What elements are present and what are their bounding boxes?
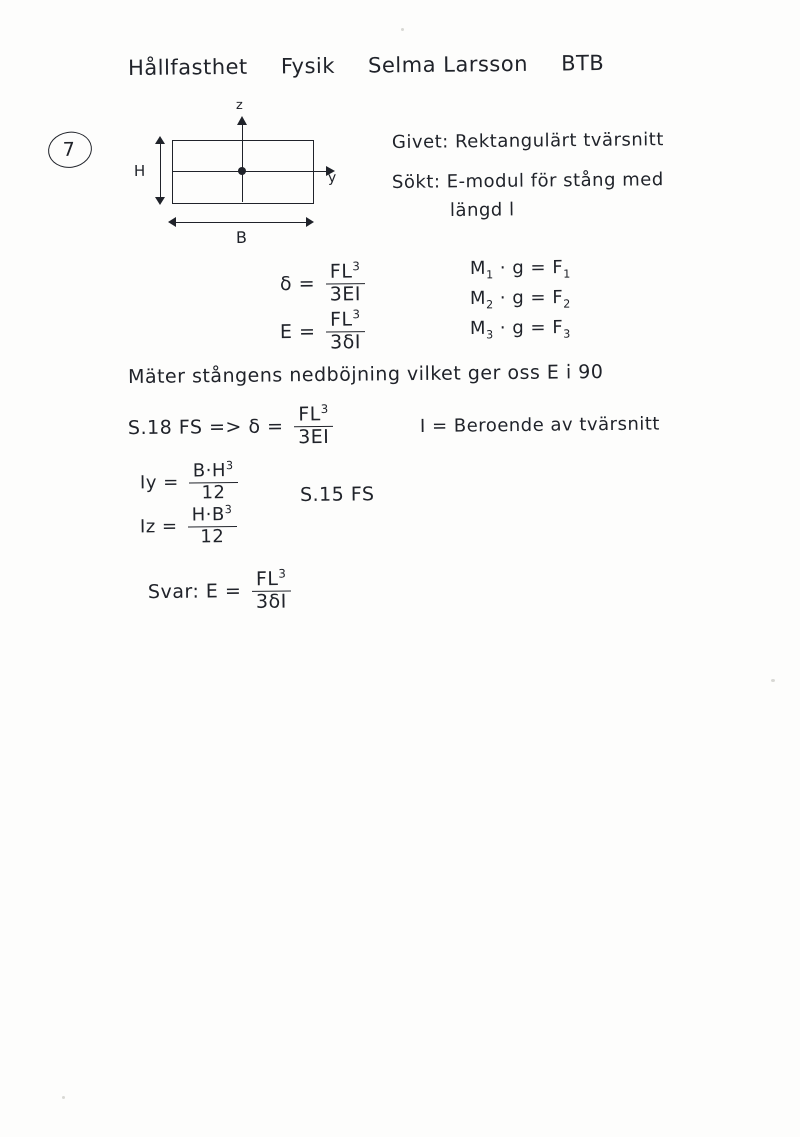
answer-lhs: E = [205,580,242,603]
force-1-operator: · g = [499,257,547,279]
given-text: Rektangulärt tvärsnitt [454,129,664,153]
force-3-operator: · g = [499,317,547,339]
scan-speck [62,1096,65,1099]
equation-iy-lhs: Iy = [139,471,179,494]
force-2-force: F [552,287,564,309]
equation-emodul-lhs: E = [279,320,316,344]
note-i-depends-text: I = Beroende av tvärsnitt [419,413,661,437]
page-header [128,51,631,80]
reference-s18-line [127,401,338,451]
equation-delta-repeat-fraction [294,403,334,449]
equation-delta [280,261,369,307]
equation-iy-denominator: 12 [201,481,226,504]
equation-iy-numerator: $B\cdot H^3$ [189,460,238,483]
header-student: Selma Larsson [367,51,529,78]
equation-iy-fraction [189,460,238,503]
force-1-mass: M [469,257,487,279]
scan-speck [401,28,404,31]
equation-iz-lhs: Iz = [139,515,178,538]
given-statement [392,129,664,153]
equation-delta-repeat-numerator: $FL^3$ [294,403,333,428]
height-arrow-down-icon [155,197,165,205]
width-arrow-right-icon [306,217,314,227]
equation-emodul-exponent: 3 [352,307,361,322]
problem-number-badge [48,132,90,168]
answer-line [148,568,295,615]
force-3-mass-index: 3 [486,328,494,342]
answer-fraction [252,568,291,614]
force-3-mass: M [469,317,487,339]
force-3-force-index: 3 [563,327,571,341]
equation-emodul-numerator: $FL^3$ [326,308,365,333]
force-relation-1 [470,257,571,282]
equation-emodul [280,309,369,355]
equation-iz-fraction [188,504,237,547]
z-axis-line [242,118,243,172]
cross-section-diagram [130,97,360,250]
equation-emodul-denominator: 3δI [330,331,362,354]
width-dimension-line [172,222,312,223]
force-2-force-index: 2 [563,297,571,311]
equation-emodul-fraction [326,308,365,354]
reference-s15-label: S.15 FS [299,483,375,506]
force-2-mass-index: 2 [486,298,494,312]
width-arrow-left-icon [168,217,176,227]
given-label: Givet: [391,131,449,153]
header-course: Fysik [280,53,336,79]
force-relation-3 [470,317,571,342]
equation-delta-exponent: 3 [352,259,361,274]
force-2-mass: M [469,287,487,309]
force-relation-2 [470,287,571,312]
sought-statement [392,169,664,193]
answer-numerator: $FL^3$ [252,568,291,593]
sought-statement-line2: längd l [449,199,515,221]
height-arrow-up-icon [155,136,165,144]
height-dimension-line [160,140,161,202]
equation-iz-numerator: $H\cdot B^3$ [188,504,237,527]
equation-delta-fraction [325,260,365,306]
equation-iz [140,505,241,549]
height-label: H [133,161,146,180]
answer-label: Svar: [147,580,200,604]
reference-s18-label: S.18 FS => [127,415,242,440]
equation-delta-lhs: δ = [279,272,316,296]
y-axis-line [242,171,328,172]
problem-number-label: 7 [62,138,76,161]
equation-delta-repeat-lhs: δ = [248,415,284,438]
force-3-force: F [552,317,564,339]
force-2-operator: · g = [499,287,547,309]
equation-delta-denominator: 3EI [329,283,362,306]
z-axis-label: z [235,97,244,113]
note-measure-text: Mäter stångens nedböjning vilket ger oss E i 90 [127,361,604,388]
width-label: B [235,227,248,247]
equation-delta-numerator: $FL^3$ [325,260,364,285]
y-axis-label: y [327,169,337,186]
equation-iy [140,461,242,505]
z-axis-arrow-icon [237,116,247,125]
sought-text: E-modul för stång med [446,169,664,193]
force-1-mass-index: 1 [486,268,494,282]
sought-label: Sökt: [391,171,441,193]
force-1-force: F [552,257,564,279]
header-subject: Hållfasthet [127,54,248,80]
force-1-force-index: 1 [563,267,571,281]
equation-delta-repeat-denominator: 3EI [298,426,330,449]
answer-denominator: 3δI [255,590,287,614]
scan-speck [771,679,775,682]
header-class: BTB [560,51,605,76]
equation-iz-denominator: 12 [200,526,225,548]
